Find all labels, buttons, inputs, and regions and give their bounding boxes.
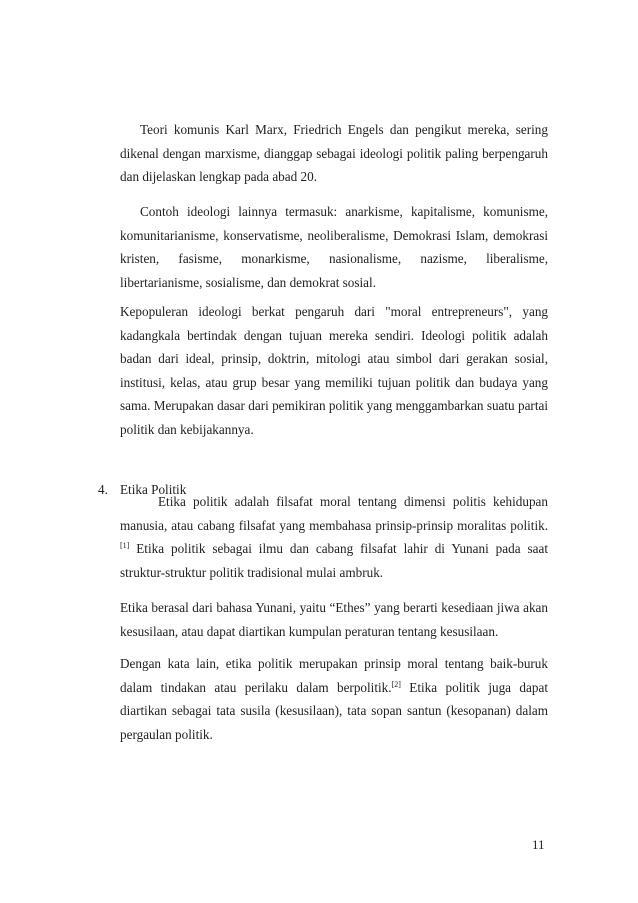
section-title: Etika Politik <box>120 482 187 497</box>
paragraph-ideology-examples: Contoh ideologi lainnya termasuk: anarkisme, kapitalisme, komunisme, komunitarianisme, konservatisme, neoliberalisme, Demokrasi Islam, demokrasi kristen, fasisme, monarkisme, nasionalisme, nazisme, liberalisme, libertarianisme, sosialisme, dan demokrat sosial. <box>120 204 548 290</box>
page-number: 11 <box>532 837 545 852</box>
footnote-ref-1: [1] <box>120 541 130 551</box>
paragraph-political-ethics-definition <box>120 490 548 584</box>
section-number: 4. <box>98 482 108 497</box>
paragraph-marxism: Teori komunis Karl Marx, Friedrich Engels dan pengikut mereka, sering dikenal dengan marxisme, dianggap sebagai ideologi politik paling berpengaruh dan dijelaskan lengkap pada abad 20. <box>120 122 548 185</box>
footnote-ref-2: [2] <box>391 679 401 689</box>
paragraph-ideology-popularity: Kepopuleran ideologi berkat pengaruh dari "moral entrepreneurs", yang kadangkala bertindak dengan tujuan mereka sendiri. Ideologi politik adalah badan dari ideal, prinsip, doktrin, mitologi atau simbol dari gerakan sosial, institusi, kelas, atau grup besar yang memiliki tujuan politik dan budaya yang sama. Merupakan dasar dari pemikiran politik yang menggambarkan suatu partai politik dan kebijakannya. <box>120 304 548 437</box>
paragraph-text: Etika politik sebagai ilmu dan cabang filsafat lahir di Yunani pada saat struktur-struktur politik tradisional mulai ambruk. <box>120 541 548 580</box>
paragraph-text: Etika politik adalah filsafat moral tentang dimensi politis kehidupan manusia, atau cabang filsafat yang membahasa prinsip-prinsip moralitas politik. <box>120 494 548 533</box>
paragraph-text: Dengan kata lain, etika politik merupakan prinsip moral tentang baik-buruk dalam tindakan atau perilaku dalam berpolitik. <box>120 656 548 695</box>
paragraph-ethics-etymology: Etika berasal dari bahasa Yunani, yaitu “Ethes” yang berarti kesediaan jiwa akan kesusilaan, atau dapat diartikan kumpulan peraturan tentang kesusilaan. <box>120 600 548 639</box>
paragraph-text: Etika politik juga dapat diartikan sebagai tata susila (kesusilaan), tata sopan santun (kesopanan) dalam pergaulan politik. <box>120 679 548 742</box>
paragraph-political-ethics-summary <box>120 652 548 746</box>
